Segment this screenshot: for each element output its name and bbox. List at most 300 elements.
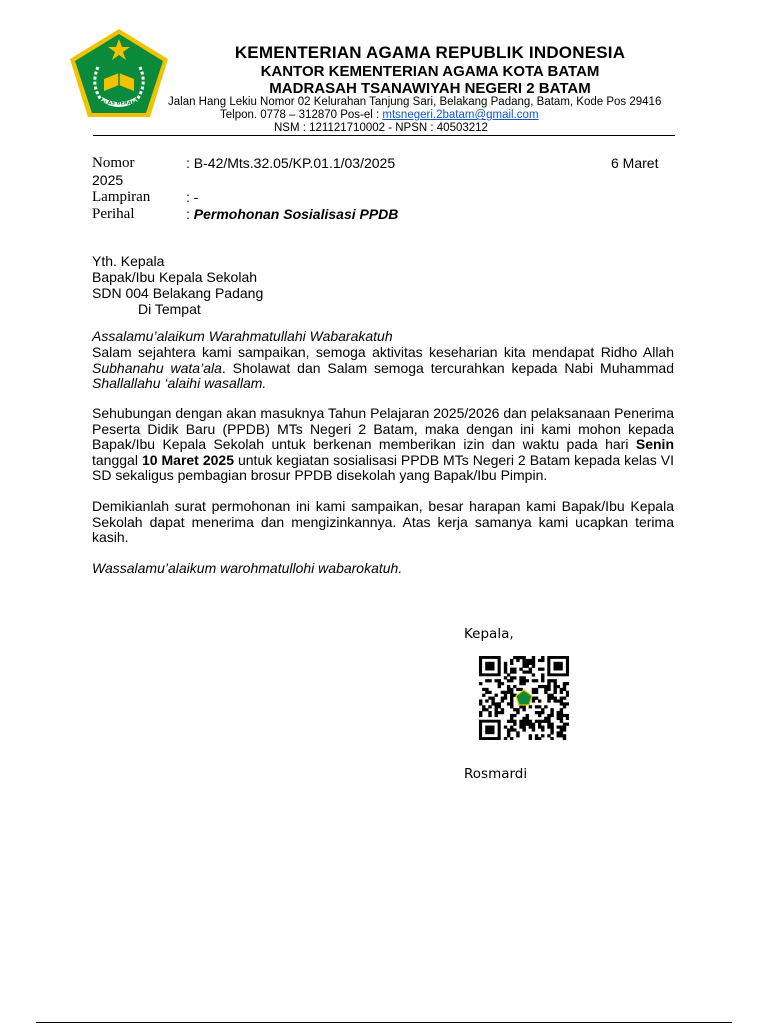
text-run: Shallallahu ‘alaihi wasallam. [92,375,267,391]
qr-module [522,682,525,685]
qr-module [519,668,522,671]
qr-module [495,711,498,714]
qr-module [563,723,566,726]
qr-module [479,682,482,685]
qr-module [479,714,482,717]
qr-module [532,728,535,731]
qr-module [538,726,541,729]
qr-module [560,714,563,717]
qr-module [516,688,519,691]
header-address: Jalan Hang Lekiu Nomor 02 Kelurahan Tanjung Sari, Belakang Padang, Batam, Kode Pos 29416 [168,96,662,108]
qr-module [510,737,513,740]
qr-module [510,670,513,673]
signature-title: Kepala, [464,626,514,642]
qr-module [507,691,510,694]
qr-module [544,720,547,723]
header-ministry: KEMENTERIAN AGAMA REPUBLIK INDONESIA [234,43,626,62]
qr-module [495,679,498,682]
qr-module [513,728,516,731]
qr-module [513,685,516,688]
qr-module [557,717,560,720]
qr-module [532,662,535,665]
qr-module [560,734,563,737]
qr-module [522,720,525,723]
qr-module [507,731,510,734]
qr-module [498,702,501,705]
qr-module [510,699,513,702]
qr-module [529,670,532,673]
qr-module [566,714,569,717]
qr-module [482,708,485,711]
qr-module [510,662,513,665]
qr-module [507,720,510,723]
qr-module [510,688,513,691]
qr-module [501,697,504,700]
qr-module [550,711,553,714]
qr-module [504,726,507,729]
qr-module [538,668,541,671]
qr-module [557,734,560,737]
qr-module [513,720,516,723]
perihal-value: Permohonan Sosialisasi PPDB [193,206,399,222]
qr-module [526,723,529,726]
qr-module [538,705,541,708]
qr-module [519,682,522,685]
header-office: KANTOR KEMENTERIAN AGAMA KOTA BATAM [260,63,600,80]
recipient-block [92,253,263,317]
qr-module [544,691,547,694]
header-ids: NSM : 121121710002 - NPSN : 40503212 [274,122,488,134]
qr-module [560,728,563,731]
qr-module [516,711,519,714]
qr-module [488,691,491,694]
signatory-name: Rosmardi [464,766,528,782]
qr-module [566,717,569,720]
qr-module [538,714,541,717]
qr-module [541,656,544,659]
qr-module [507,685,510,688]
qr-module [563,728,566,731]
qr-module [519,656,522,659]
qr-module [522,723,525,726]
qr-module [529,737,532,740]
qr-module [488,679,491,682]
qr-module [510,702,513,705]
qr-module [550,679,553,682]
qr-module [504,665,507,668]
qr-module [522,670,525,673]
qr-module [547,699,550,702]
qr-module [510,697,513,700]
qr-module [553,697,556,700]
qr-module [544,685,547,688]
qr-module [504,676,507,679]
qr-module [510,659,513,662]
qr-module [550,694,553,697]
qr-center-logo [516,690,532,705]
qr-module [541,728,544,731]
qr-module [547,679,550,682]
qr-module [550,731,553,734]
qr-module [566,702,569,705]
qr-module [541,668,544,671]
qr-module [532,699,535,702]
qr-module [550,697,553,700]
header-school: MADRASAH TSANAWIYAH NEGERI 2 BATAM [269,80,591,97]
qr-module [544,717,547,720]
qr-module [485,679,488,682]
qr-module [547,714,550,717]
qr-module [482,694,485,697]
text-run: . Sholawat dan Salam semoga tercurahkan kepada Nabi Muhammad [221,359,674,376]
qr-module [510,720,513,723]
qr-module [522,726,525,729]
qr-module [510,679,513,682]
qr-module [507,688,510,691]
qr-module [547,694,550,697]
qr-module [532,665,535,668]
qr-module [532,679,535,682]
letter-date-year: 2025 [92,172,124,188]
qr-module [498,682,501,685]
qr-module [541,685,544,688]
qr-module [532,688,535,691]
qr-module [550,728,553,731]
qr-module [519,720,522,723]
qr-module [491,697,494,700]
qr-module [550,714,553,717]
qr-module [522,665,525,668]
qr-module [563,688,566,691]
qr-module [522,679,525,682]
qr-module [553,682,556,685]
qr-module [563,682,566,685]
qr-module [532,659,535,662]
qr-module [553,662,562,671]
qr-module [538,737,541,740]
qr-module [547,720,550,723]
qr-module [553,688,556,691]
qr-module [538,723,541,726]
qr-module [560,720,563,723]
qr-module [507,679,510,682]
recipient-line: Di Tempat [138,301,201,317]
qr-code-signature [479,656,569,740]
perihal-value-wrap [186,206,398,222]
qr-module [532,656,535,659]
qr-module [485,708,488,711]
qr-module [504,670,507,673]
qr-module [507,702,510,705]
qr-module [519,676,522,679]
qr-module [522,717,525,720]
qr-module [513,668,516,671]
qr-module [547,734,550,737]
qr-module [563,737,566,740]
greeting: Assalamu’alaikum Warahmatullahi Wabarakatuh [92,328,393,344]
qr-module [513,676,516,679]
qr-module [504,662,507,665]
qr-module [550,726,553,729]
qr-module [557,699,560,702]
qr-module [526,720,529,723]
qr-module [526,717,529,720]
qr-module [541,734,544,737]
qr-module [532,691,535,694]
qr-module [482,705,485,708]
qr-module [538,699,541,702]
qr-module [535,705,538,708]
qr-module [522,705,525,708]
qr-module [526,679,529,682]
qr-module [560,708,563,711]
qr-module [510,714,513,717]
qr-module [501,711,504,714]
qr-module [510,726,513,729]
qr-module [550,737,553,740]
qr-module [491,699,494,702]
qr-module [504,697,507,700]
perihal-colon: : [186,206,194,222]
qr-module [485,662,494,671]
qr-module [557,731,560,734]
qr-module [550,708,553,711]
qr-module [507,734,510,737]
recipient-line: SDN 004 Belakang Padang [92,285,264,301]
nomor-value: : B-42/Mts.32.05/KP.01.1/03/2025 [186,155,396,171]
qr-module [560,726,563,729]
qr-module [541,711,544,714]
qr-module [560,731,563,734]
qr-module [535,720,538,723]
qr-module [516,731,519,734]
qr-module [535,711,538,714]
qr-module [563,705,566,708]
logo-motto: IKHLAS BERAMAL [94,100,144,107]
qr-module [501,699,504,702]
qr-module [538,711,541,714]
qr-module [501,708,504,711]
qr-module [491,702,494,705]
text-run: Senin [635,436,674,452]
qr-module [563,726,566,729]
qr-module [504,691,507,694]
qr-module [479,702,482,705]
text-run: Sehubungan dengan akan masuknya Tahun Pelajaran 2025/2026 dan pelaksanaan Penerima Peserta Didik Baru (PPDB) MTs Negeri 2 Batam, maka dengan ini kami mohon kepada Bapak/Ibu Kepala Sekolah untuk berkenan memberikan izin dan waktu pada hari [92,405,674,452]
qr-module [529,734,532,737]
qr-module [557,714,560,717]
perihal-label: Perihal [92,206,135,222]
qr-module [498,705,501,708]
qr-module [510,691,513,694]
qr-module [516,659,519,662]
qr-module [547,726,550,729]
qr-module [547,688,550,691]
qr-module [516,656,519,659]
qr-module [541,708,544,711]
qr-module [529,726,532,729]
qr-module [547,723,550,726]
qr-module [532,673,535,676]
qr-module [522,662,525,665]
qr-module [498,679,501,682]
qr-module [522,676,525,679]
qr-module [557,711,560,714]
qr-module [541,679,544,682]
qr-module [526,659,529,662]
qr-module [526,714,529,717]
qr-module [482,688,485,691]
qr-module [513,708,516,711]
qr-module [488,711,491,714]
qr-module [495,702,498,705]
qr-module [504,668,507,671]
qr-module [544,705,547,708]
text-run: 10 Maret 2025 [141,451,234,468]
qr-module [535,697,538,700]
header-divider [93,135,675,136]
qr-module [563,734,566,737]
qr-module [547,717,550,720]
qr-module [529,705,532,708]
qr-module [541,726,544,729]
qr-module [553,685,556,688]
qr-module [544,688,547,691]
qr-module [510,676,513,679]
qr-module [532,723,535,726]
qr-module [507,728,510,731]
qr-module [550,723,553,726]
qr-module [541,659,544,662]
qr-module [513,714,516,717]
qr-module [541,673,544,676]
qr-module [535,688,538,691]
qr-module [516,734,519,737]
qr-module [519,726,522,729]
qr-module [513,723,516,726]
recipient-line: Yth. Kepala [92,253,165,269]
qr-module [522,659,525,662]
qr-module [479,699,482,702]
qr-module [501,682,504,685]
lampiran-label: Lampiran [92,189,151,205]
qr-module [535,691,538,694]
header-email-link[interactable]: mtsnegeri.2batam@gmail.com [382,109,539,121]
qr-module [563,697,566,700]
qr-module [557,685,560,688]
qr-module [488,714,491,717]
qr-module [563,702,566,705]
qr-module [560,691,563,694]
paragraph-1 [92,345,674,392]
qr-module [547,685,550,688]
qr-module [516,708,519,711]
qr-module [557,726,560,729]
qr-module [519,723,522,726]
text-run: Subhanahu wata’ala [92,359,222,376]
qr-module [560,697,563,700]
qr-module [498,685,501,688]
kemenag-logo [68,27,170,119]
header-phone: Telpon. 0778 – 312870 Pos-el : [220,109,383,121]
qr-module [495,714,498,717]
closing: Wassalamu’alaikum warohmatullohi wabarokatuh. [92,560,403,576]
qr-module [560,699,563,702]
qr-module [510,705,513,708]
qr-module [560,702,563,705]
qr-module [553,679,556,682]
qr-module [498,711,501,714]
qr-module [504,737,507,740]
qr-module [522,728,525,731]
qr-module [563,714,566,717]
qr-module [485,691,488,694]
letter-date: 6 Maret [611,155,659,171]
qr-module [513,656,516,659]
qr-module [485,699,488,702]
qr-module [507,673,510,676]
qr-module [547,682,550,685]
qr-module [495,705,498,708]
qr-module [529,659,532,662]
qr-module [504,694,507,697]
qr-module [526,662,529,665]
qr-module [566,691,569,694]
qr-module [485,726,494,735]
paragraph-3: Demikianlah surat permohonan ini kami sampaikan, besar harapan kami Bapak/Ibu Kepala Sekolah dapat menerima dan mengizinkannya. Atas kerja samanya kami ucapkan terima kasih. [92,498,674,545]
qr-module [510,728,513,731]
qr-module [535,679,538,682]
qr-module [538,685,541,688]
text-run: untuk kegiatan sosialisasi PPDB MTs Negeri 2 Batam kepada kelas VI SD sekaligus pembagian brosur PPDB disekolah yang Bapak/Ibu Pimpin. [92,451,674,483]
qr-module [485,688,488,691]
qr-module [529,662,532,665]
header-contact [220,109,539,121]
qr-module [553,691,556,694]
qr-module [529,668,532,671]
paragraph-2 [92,406,674,484]
qr-module [566,682,569,685]
qr-module [535,734,538,737]
qr-module [488,705,491,708]
qr-module [488,697,491,700]
qr-module [529,723,532,726]
qr-module [566,723,569,726]
qr-module [510,717,513,720]
qr-module [526,665,529,668]
qr-module [522,708,525,711]
qr-module [529,720,532,723]
nomor-label: Nomor [92,155,135,171]
qr-module [495,708,498,711]
qr-module [547,697,550,700]
qr-module [563,685,566,688]
qr-module [541,676,544,679]
qr-module [510,694,513,697]
qr-module [519,679,522,682]
qr-module [522,656,525,659]
qr-module [535,737,538,740]
qr-module [560,717,563,720]
qr-module [495,694,498,697]
qr-module [479,711,482,714]
qr-module [553,699,556,702]
qr-module [532,726,535,729]
text-run: Salam sejahtera kami sampaikan, semoga aktivitas keseharian kita mendapat Ridho Allah [92,344,674,360]
qr-module [519,705,522,708]
qr-module [560,688,563,691]
qr-module [560,711,563,714]
